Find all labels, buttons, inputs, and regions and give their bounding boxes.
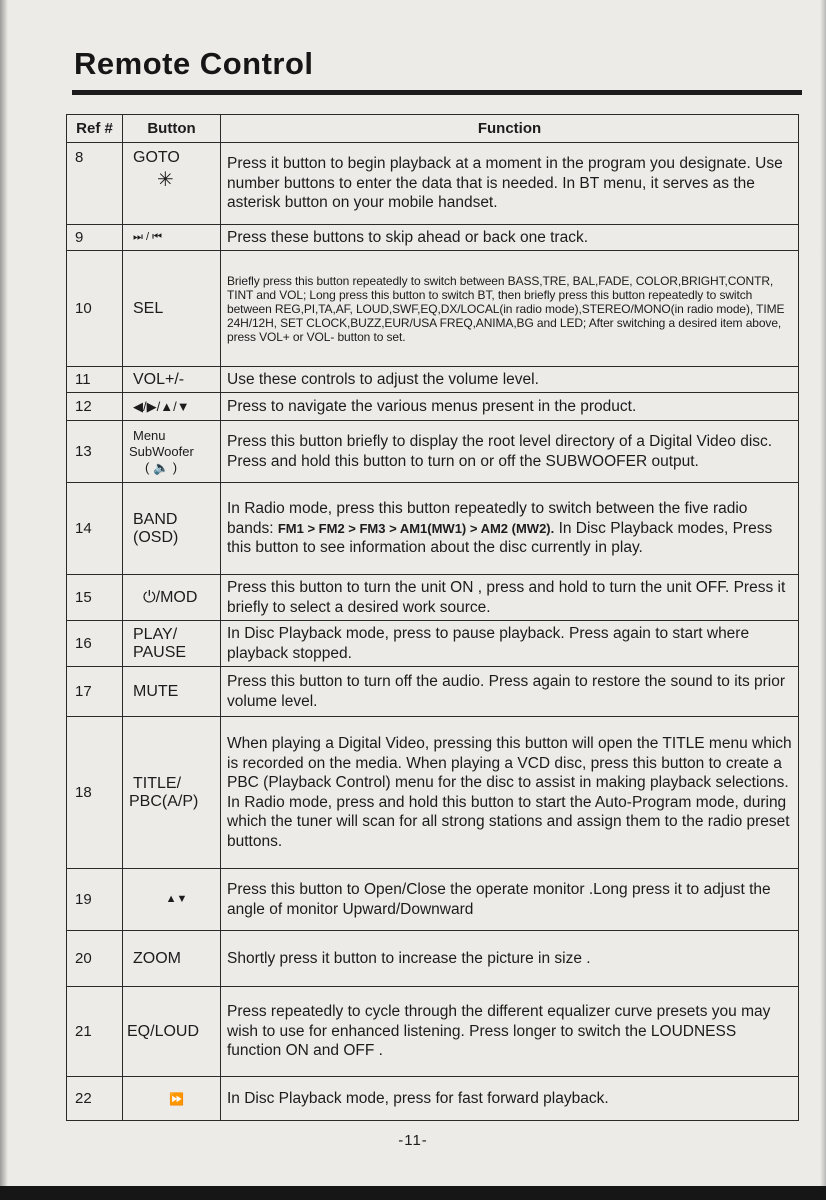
button-label-line2: SubWoofer <box>129 443 194 459</box>
function-cell: Press it button to begin playback at a moment in the program you designate. Use number buttons to enter the data that is needed. In BT menu, it serves as the asterisk button on your mobile handset. <box>221 143 799 225</box>
button-cell <box>123 143 221 225</box>
asterisk-icon: ✳ <box>157 169 174 191</box>
button-cell: ZOOM <box>123 931 221 987</box>
navigation-arrows-icon: ◀/▶/▲/▼ <box>123 393 221 421</box>
button-label: PLAY/ <box>133 625 178 643</box>
table-row <box>67 143 799 225</box>
function-cell <box>221 483 799 575</box>
button-cell <box>123 483 221 575</box>
title-divider <box>72 90 802 95</box>
radio-bands-list: FM1 > FM2 > FM3 > AM1(MW1) > AM2 (MW2). <box>277 520 555 536</box>
button-label-line2: (OSD) <box>133 528 179 546</box>
ref-cell: 12 <box>67 393 123 421</box>
header-ref: Ref # <box>67 115 123 143</box>
ref-cell: 10 <box>67 251 123 367</box>
table-row <box>67 621 799 667</box>
button-label: BAND <box>133 510 178 528</box>
ref-cell: 19 <box>67 869 123 931</box>
button-cell: SEL <box>123 251 221 367</box>
ref-cell: 18 <box>67 717 123 869</box>
table-row <box>67 869 799 931</box>
table-row <box>67 575 799 621</box>
function-cell: Press this button to turn off the audio. Press again to restore the sound to its prior volume level. <box>221 667 799 717</box>
ref-cell: 8 <box>67 143 123 225</box>
function-cell: Briefly press this button repeatedly to switch between BASS,TRE, BAL,FADE, COLOR,BRIGHT,CONTR, TINT and VOL; Long press this button to switch BT, then briefly press this button repeatedly to switch between REG,PI,TA,AF, LOUD,SWF,EQ,DX/LOCAL(in radio mode),STEREO/MONO(in radio mode), TIME 24H/12H, SET CLOCK,BUZZ,EUR/USA FREQ,ANIMA,BG and LED; After switching a desired item above, press VOL+ or VOL- button to set. <box>221 251 799 367</box>
function-cell: In Disc Playback mode, press for fast forward playback. <box>221 1077 799 1121</box>
function-text: In Radio mode, press this button repeatedly to switch between the five radio bands: <box>227 500 748 537</box>
function-cell: Press to navigate the various menus present in the product. <box>221 393 799 421</box>
button-label: GOTO <box>133 149 180 166</box>
button-cell <box>123 421 221 483</box>
scan-bottom-edge <box>0 1186 826 1200</box>
page-edge-shadow <box>0 0 8 1200</box>
function-cell: When playing a Digital Video, pressing this button will open the TITLE menu which is recorded on the media. When playing a VCD disc, press this button to create a PBC (Playback Control) menu for the disc to assist in making playback selections. In Radio mode, press and hold this button to start the Auto-Program mode, during which the tuner will scan for all strong stations and assign them to the radio preset buttons. <box>221 717 799 869</box>
ref-cell: 16 <box>67 621 123 667</box>
button-cell: EQ/LOUD <box>123 987 221 1077</box>
table-row <box>67 717 799 869</box>
header-function: Function <box>221 115 799 143</box>
function-cell: Press this button briefly to display the root level directory of a Digital Video disc. Press and hold this button to turn on or off the SUBWOOFER output. <box>221 421 799 483</box>
button-cell: VOL+/- <box>123 367 221 393</box>
ref-cell: 22 <box>67 1077 123 1121</box>
ref-cell: 17 <box>67 667 123 717</box>
table-row <box>67 225 799 251</box>
table-header-row <box>67 115 799 143</box>
button-label: TITLE/ <box>133 774 182 792</box>
button-cell <box>123 621 221 667</box>
power-mode-button-label: ⏻/MOD <box>123 575 221 621</box>
function-cell: In Disc Playback mode, press to pause playback. Press again to start where playback stopped. <box>221 621 799 667</box>
table-row <box>67 987 799 1077</box>
ref-cell: 13 <box>67 421 123 483</box>
page-number: -11- <box>398 1132 428 1149</box>
table-row <box>67 393 799 421</box>
function-cell: Press repeatedly to cycle through the different equalizer curve presets you may wish to use for enhanced listening. Press longer to switch the LOUDNESS function ON and OFF . <box>221 987 799 1077</box>
function-cell: Shortly press it button to increase the picture in size . <box>221 931 799 987</box>
button-cell <box>123 717 221 869</box>
table-row <box>67 667 799 717</box>
table-row <box>67 1077 799 1121</box>
table-row <box>67 251 799 367</box>
ref-cell: 14 <box>67 483 123 575</box>
table-row <box>67 421 799 483</box>
ref-cell: 20 <box>67 931 123 987</box>
button-label-line2: PBC(A/P) <box>129 792 199 810</box>
button-cell: MUTE <box>123 667 221 717</box>
ref-cell: 11 <box>67 367 123 393</box>
page-edge-shadow-right <box>820 0 826 1200</box>
header-button: Button <box>123 115 221 143</box>
table-row <box>67 367 799 393</box>
function-cell: Press this button to Open/Close the operate monitor .Long press it to adjust the angle of monitor Upward/Downward <box>221 869 799 931</box>
skip-next-prev-icon: ⏭ / ⏮ <box>123 225 221 251</box>
button-label: Menu <box>133 427 166 443</box>
fast-forward-icon: ⏩ <box>123 1077 221 1121</box>
function-text-2: In Disc Playback modes, Press this button to see information about the disc currently in play. <box>227 519 773 557</box>
ref-cell: 9 <box>67 225 123 251</box>
page-title: Remote Control <box>74 46 314 81</box>
ref-cell: 15 <box>67 575 123 621</box>
ref-cell: 21 <box>67 987 123 1077</box>
function-cell: Press this button to turn the unit ON , press and hold to turn the unit OFF. Press it briefly to select a desired work source. <box>221 575 799 621</box>
subwoofer-icon: ( 🔈 ) <box>145 459 178 475</box>
open-close-monitor-icon: ▲▼ <box>123 869 221 931</box>
table-row <box>67 931 799 987</box>
table-row <box>67 483 799 575</box>
function-cell: Use these controls to adjust the volume level. <box>221 367 799 393</box>
function-cell: Press these buttons to skip ahead or back one track. <box>221 225 799 251</box>
button-label-line2: PAUSE <box>133 643 187 661</box>
remote-control-table <box>66 114 799 1121</box>
